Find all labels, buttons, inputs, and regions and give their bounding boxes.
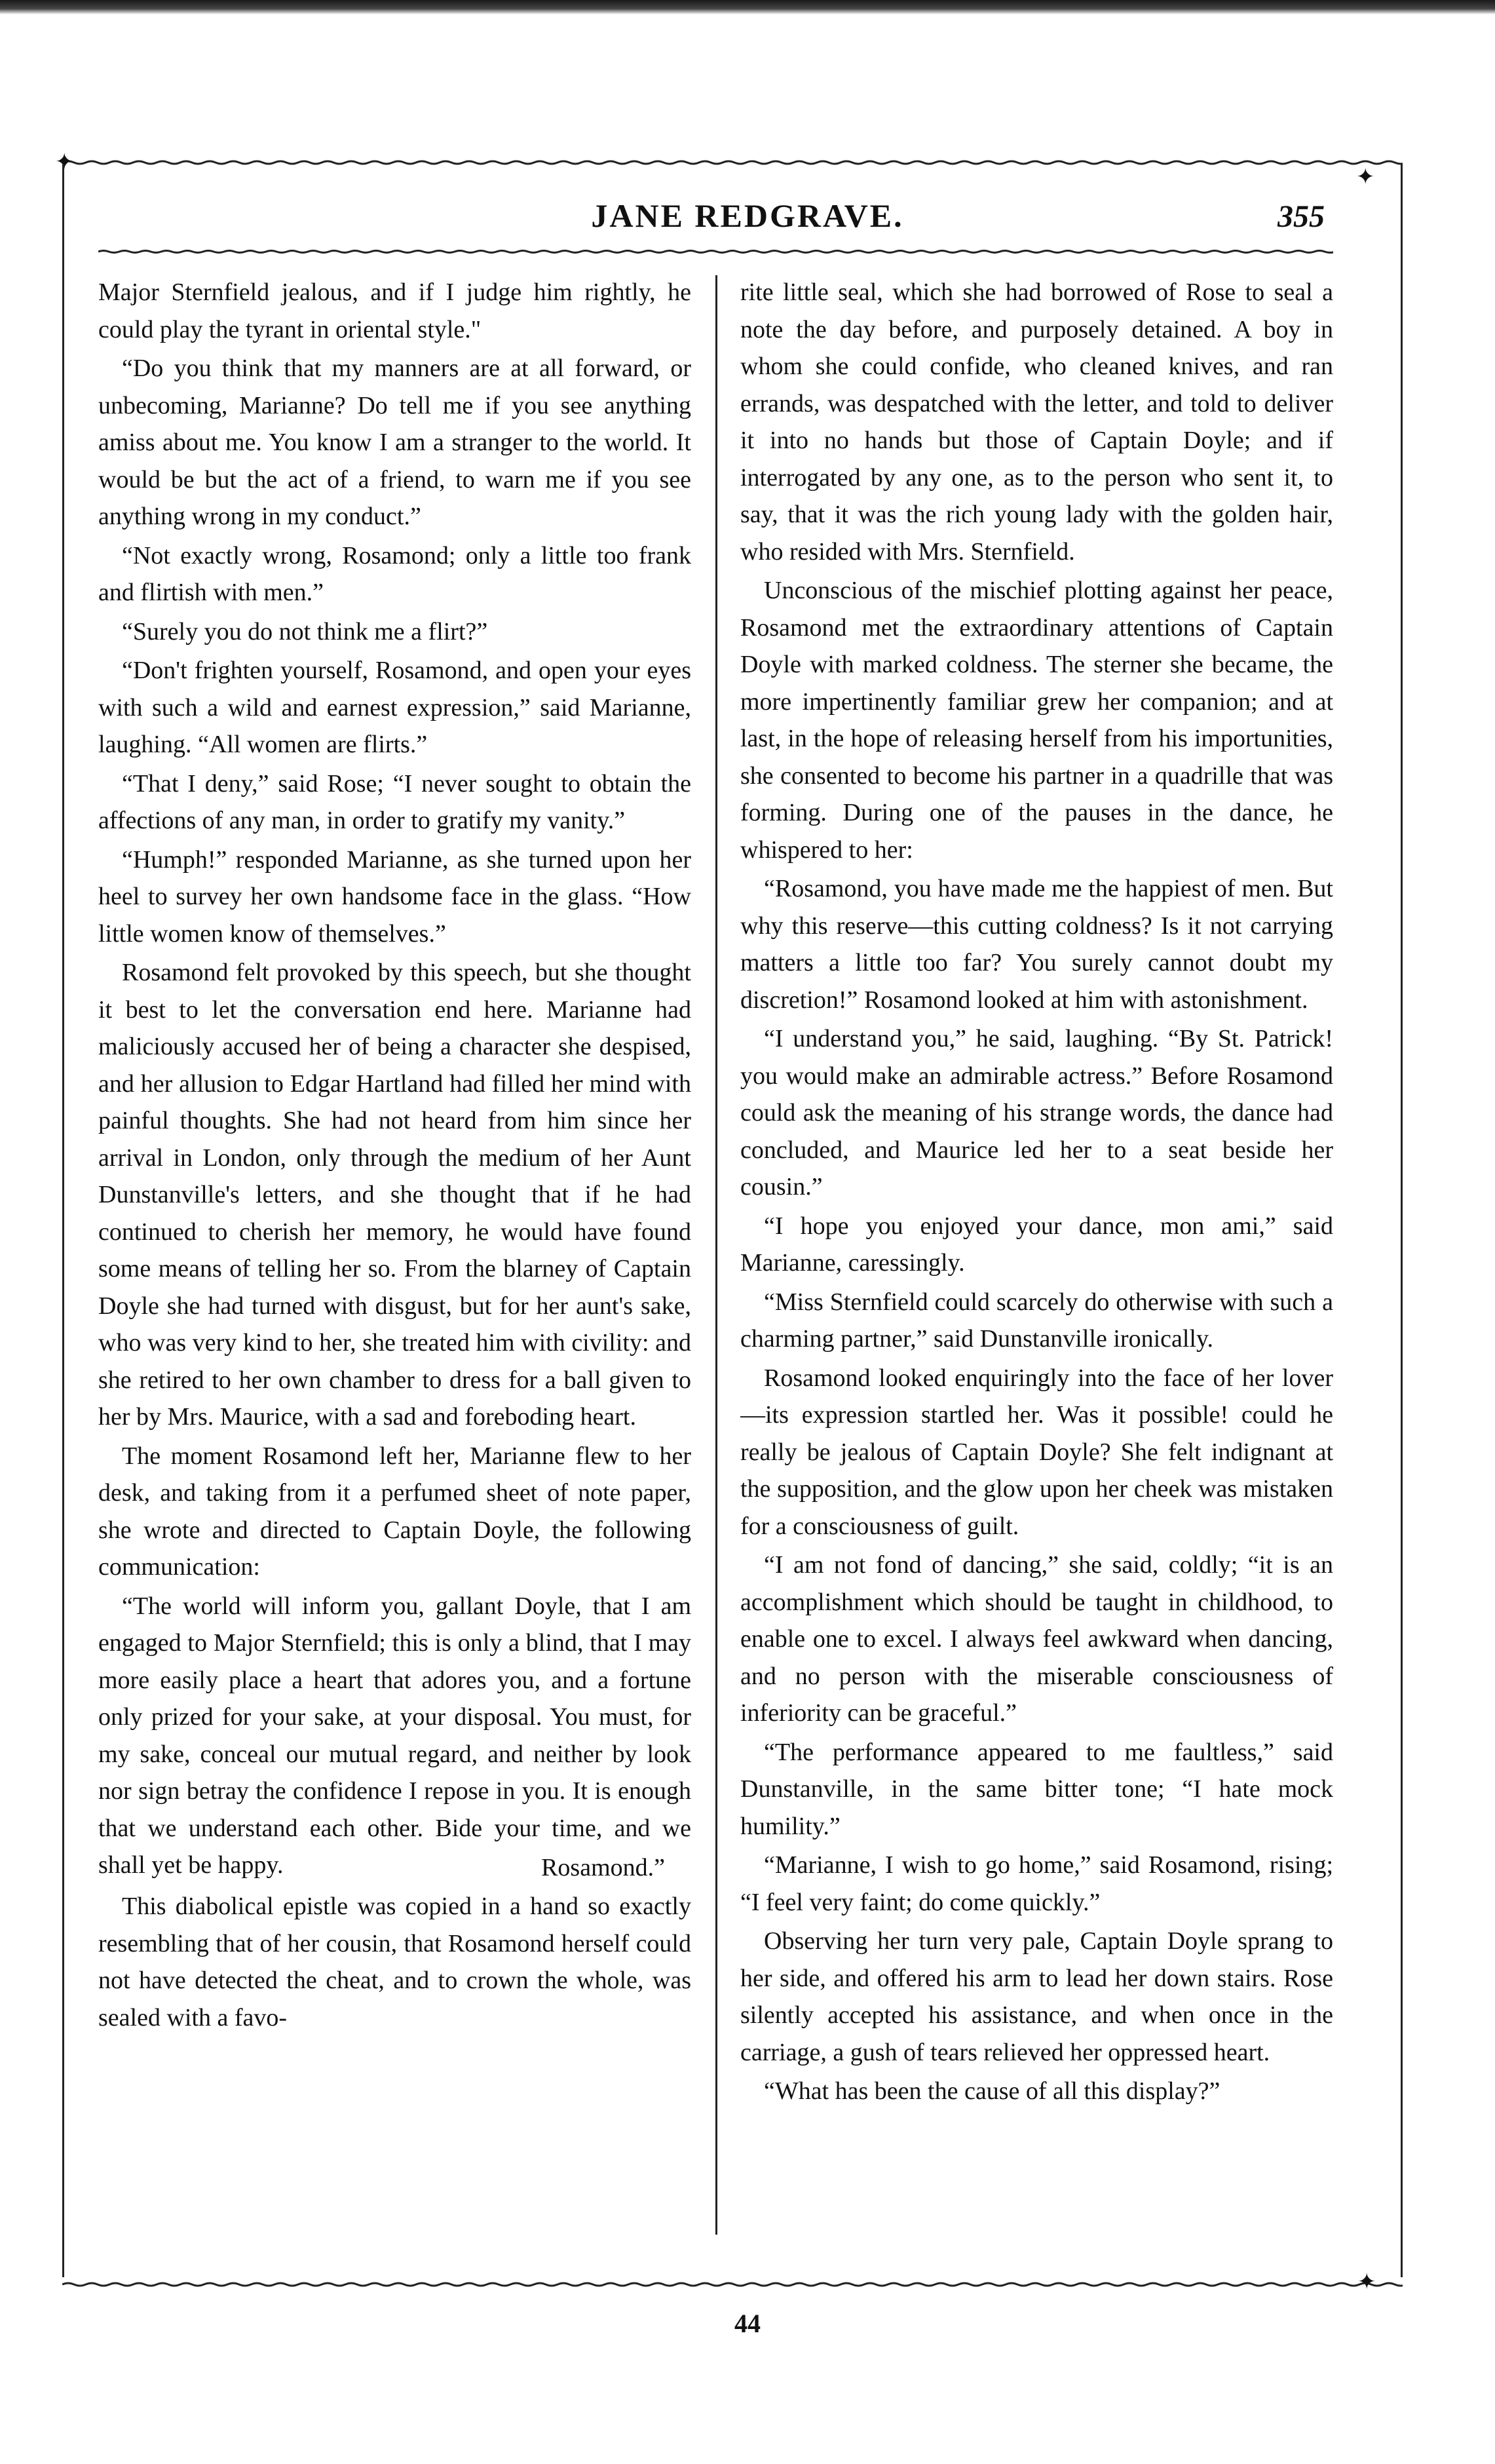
scan-top-edge [0, 0, 1495, 14]
paragraph: Major Sternfield jealous, and if I judge him rightly, he could play the tyrant in oriental style." [98, 279, 691, 343]
paragraph: “Miss Sternfield could scarcely do otherwise with such a charming partner,” said Dunstanville ironically. [740, 1288, 1333, 1353]
paragraph: “Surely you do not think me a flirt?” [122, 617, 488, 645]
paragraph: “What has been the cause of all this display?” [764, 2077, 1221, 2105]
paragraph: “Humph!” responded Marianne, as she turned upon her heel to survey her own handsome face in the glass. “How little women know of themselves.” [98, 845, 691, 948]
paragraph: rite little seal, which she had borrowed of Rose to seal a note the day before, and purposely detained. A boy in whom she could confide, who cleaned knives, and ran errands, was despatched with the letter, and told to deliver it into no hands but those of Captain Doyle; and if interrogated by any one, as to the person who sent it, to say, that it was the rich young lady with the golden hair, who resided with Mrs. Sternfield. [740, 279, 1333, 566]
paragraph: The moment Rosamond left her, Marianne flew to her desk, and taking from it a perfumed sheet of note paper, she wrote and directed to Captain Doyle, the following communication: [98, 1442, 691, 1581]
paragraph: “That I deny,” said Rose; “I never sought to obtain the affections of any man, in order to gratify my vanity.” [98, 769, 691, 834]
paragraph: Unconscious of the mischief plotting against her peace, Rosamond met the extraordinary attentions of Captain Doyle with marked coldness. The sterner she became, the more impertinently familiar grew her companion; and at last, in the hope of releasing herself from his importunities, she consented to become his partner in a quadrille that was forming. During one of the pauses in the dance, he whispered to her: [740, 577, 1333, 864]
paragraph: Rosamond looked enquiringly into the face of her lover—its expression startled her. Was it possible! could he really be jealous of Captain Doyle? She felt indignant at the supposition, and the glow upon her cheek was mistaken for a consciousness of guilt. [740, 1364, 1333, 1540]
paragraph: “Do you think that my manners are at all forward, or unbecoming, Marianne? Do tell me if you see anything amiss about me. You know I am a stranger to the world. It would be but the act of a friend, to warn me if you see anything wrong in my conduct.” [98, 355, 691, 530]
bottom-ornamental-rule [62, 2277, 1403, 2292]
paragraph: “Don't frighten yourself, Rosamond, and open your eyes with such a wild and earnest expression,” said Marianne, laughing. “All women are flirts.” [98, 657, 691, 758]
right-column [740, 274, 1333, 2260]
corner-ornament-top-left: ✦ [55, 150, 74, 174]
page-number: 355 [1277, 199, 1325, 234]
column-divider [715, 275, 717, 2235]
paragraph: “Marianne, I wish to go home,” said Rosamond, rising; “I feel very faint; do come quickly.” [740, 1851, 1333, 1916]
paragraph: “I hope you enjoyed your dance, mon ami,” said Marianne, caressingly. [740, 1212, 1333, 1277]
letter-text: “The world will inform you, gallant Doyle, that I am engaged to Major Sternfield; this is only a blind, that I may more easily place a heart that adores you, and a fortune only prized for your sake, at your disposal. You must, for my sake, conceal our mutual regard, and neither by look nor sign betray the confidence I repose in you. It is enough that we understand each other. Bide your time, and we shall yet be happy. [98, 1592, 691, 1879]
paragraph: “Rosamond, you have made me the happiest of men. But why this reserve—this cutting coldness? Is it not carrying matters a little too far? You surely cannot doubt my discretion!” Rosamond looked at him with astonishment. [740, 875, 1333, 1014]
paragraph: “I understand you,” he said, laughing. “By St. Patrick! you would make an admirable actress.” Before Rosamond could ask the meaning of his strange words, the dance had concluded, and Maurice led her to a seat beside her cousin.” [740, 1025, 1333, 1201]
paragraph: Observing her turn very pale, Captain Doyle sprang to her side, and offered his arm to lead her down stairs. Rose silently accepted his assistance, and when once in the carriage, a gush of tears relieved her oppressed heart. [740, 1927, 1333, 2066]
paragraph: This diabolical epistle was copied in a hand so exactly resembling that of her cousin, that Rosamond herself could not have detected the cheat, and to crown the whole, was sealed with a favo- [98, 1893, 691, 2031]
corner-ornament-bottom-right: ✦ [1357, 2270, 1376, 2294]
corner-ornament-top-right: ✦ [1356, 165, 1375, 189]
paragraph: “The performance appeared to me faultless,” said Dunstanville, in the same bitter tone; “I hate mock humility.” [740, 1738, 1333, 1840]
left-column [98, 274, 691, 2260]
paragraph: Rosamond felt provoked by this speech, but she thought it best to let the conversation end here. Marianne had maliciously accused her of being a character she despised, and her allusion to Edgar Hartland had filled her mind with painful thoughts. She had not heard from him since her arrival in London, only through the medium of her Aunt Dunstanville's letters, and she thought that if he had continued to cherish her memory, he would have found some means of telling her so. From the blarney of Captain Doyle she had turned with disgust, but for her aunt's sake, who was very kind to her, she treated him with civility: and she retired to her own chamber to dress for a ball given to her by Mrs. Maurice, with a sad and foreboding heart. [98, 959, 691, 1431]
running-title: JANE REDGRAVE. [591, 197, 904, 234]
letter-signature: Rosamond.” [541, 1853, 665, 1881]
paragraph: “Not exactly wrong, Rosamond; only a little too frank and flirtish with men.” [98, 541, 691, 606]
paragraph: “I am not fond of dancing,” she said, coldly; “it is an accomplishment which should be taught in childhood, to enable one to excel. I always feel awkward when dancing, and no person with the miserable consciousness of inferiority can be graceful.” [740, 1551, 1333, 1727]
signature-mark: 44 [734, 2309, 761, 2338]
